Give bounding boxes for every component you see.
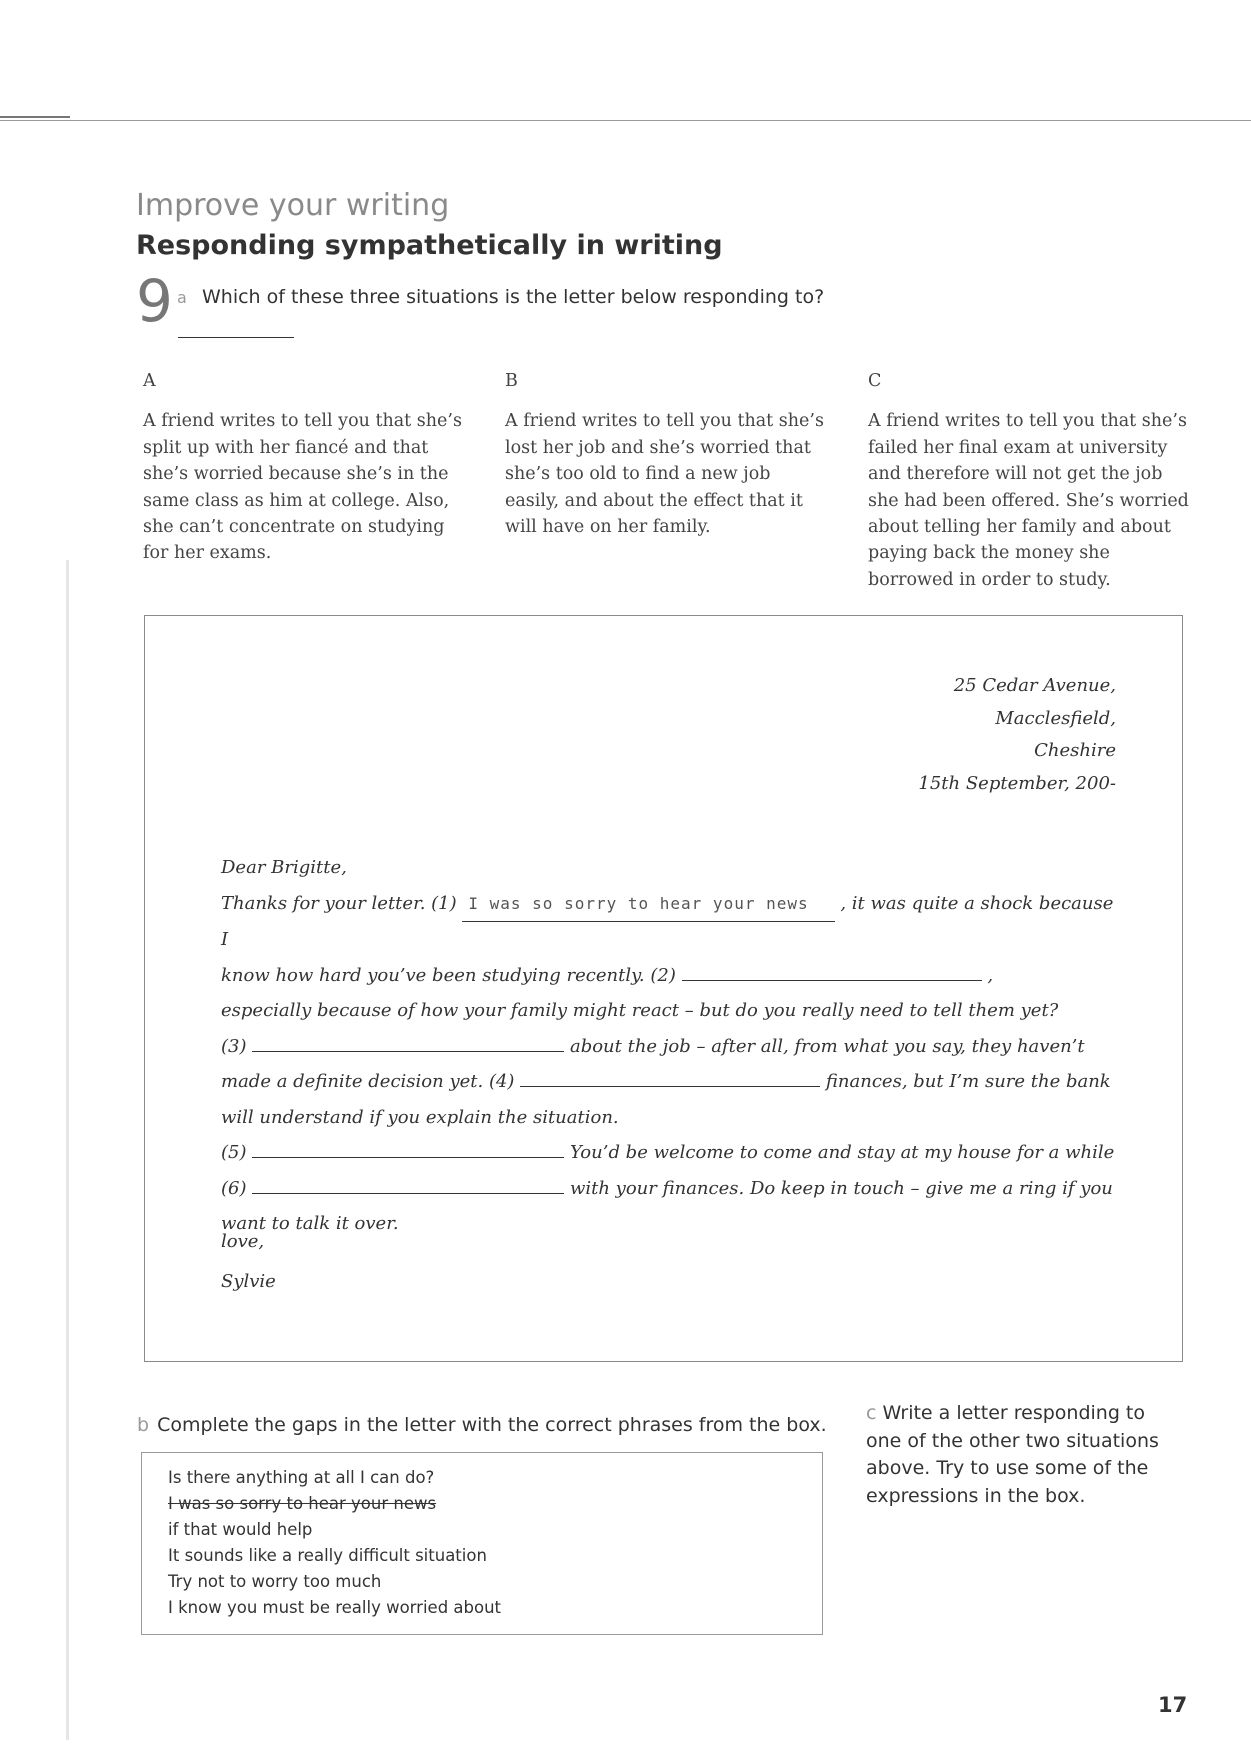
situation-b xyxy=(505,368,835,540)
situation-line: split up with her fiancé and that xyxy=(143,437,429,458)
letter-line: will understand if you explain the situation. xyxy=(221,1106,619,1128)
page-number: 17 xyxy=(1158,1693,1188,1717)
letter-greeting: Dear Brigitte, xyxy=(221,857,347,878)
phrase-box xyxy=(141,1452,823,1635)
letter-text: You’d be welcome to come and stay at my house for a while xyxy=(569,1142,1115,1163)
situation-label: C xyxy=(868,371,882,391)
situation-a xyxy=(143,368,473,567)
phrase-item[interactable]: if that would help xyxy=(168,1520,313,1539)
letter-line: especially because of how your family might react – but do you really need to tell them yet? xyxy=(221,1000,1059,1021)
letter-text: about the job – after all, from what you say, they haven’t xyxy=(569,1035,1085,1057)
letter-line xyxy=(221,1171,1121,1207)
phrase-item[interactable]: Is there anything at all I can do? xyxy=(168,1468,435,1487)
phrase-item[interactable]: Try not to worry too much xyxy=(168,1572,382,1591)
part-c-letter: c xyxy=(866,1402,877,1424)
part-c-line: expressions in the box. xyxy=(866,1484,1086,1507)
phrase-item-used[interactable]: I was so sorry to hear your news xyxy=(168,1494,437,1513)
section-subtitle: Responding sympathetically in writing xyxy=(136,230,723,261)
page-edge-shadow xyxy=(66,560,69,1740)
letter-text: (6) xyxy=(221,1177,247,1199)
letter-date: 15th September, 200- xyxy=(918,772,1116,794)
gap-6-blank[interactable] xyxy=(252,1173,564,1194)
gap-1-answer[interactable]: I was so sorry to hear your news xyxy=(462,886,834,923)
situation-line: she had been offered. She’s worried xyxy=(868,490,1189,511)
situation-c xyxy=(868,368,1198,593)
situation-line: same class as him at college. Also, xyxy=(143,490,450,511)
part-c-line: one of the other two situations xyxy=(866,1429,1159,1452)
situation-line: about telling her family and about xyxy=(868,517,1171,538)
letter-signoff: love, xyxy=(221,1231,265,1252)
letter-line xyxy=(221,886,1121,958)
part-b-text: Complete the gaps in the letter with the correct phrases from the box. xyxy=(157,1414,827,1436)
phrase-item[interactable]: I know you must be really worried about xyxy=(168,1598,502,1617)
situation-line: borrowed in order to study. xyxy=(868,569,1111,590)
part-c-line: Write a letter responding to xyxy=(882,1402,1146,1424)
part-a-letter: a xyxy=(177,288,187,307)
letter-line xyxy=(221,1064,1121,1100)
situation-line: she’s too old to find a new job xyxy=(505,464,771,485)
situation-line: A friend writes to tell you that she’s xyxy=(868,411,1187,432)
letter-address xyxy=(918,670,1116,800)
top-rule-mark xyxy=(0,116,70,118)
gap-5-blank[interactable] xyxy=(252,1137,564,1158)
exercise-number: 9 xyxy=(136,267,173,335)
letter-line xyxy=(221,958,1121,994)
letter-text: with your finances. Do keep in touch – give me a ring if you xyxy=(569,1177,1113,1199)
situation-label: B xyxy=(505,371,518,391)
part-b-instruction xyxy=(137,1414,827,1436)
letter-text: , xyxy=(987,964,994,986)
section-title: Improve your writing xyxy=(136,188,450,223)
letter-box xyxy=(144,615,1183,1362)
situation-line: and therefore will not get the job xyxy=(868,464,1163,485)
part-b-letter: b xyxy=(137,1414,150,1436)
letter-line xyxy=(221,1135,1121,1171)
letter-text: finances, but I’m sure the bank xyxy=(825,1071,1111,1092)
gap-3-blank[interactable] xyxy=(252,1031,564,1052)
situation-line: A friend writes to tell you that she’s xyxy=(505,411,824,432)
situation-line: she’s worried because she’s in the xyxy=(143,464,449,485)
address-line: Cheshire xyxy=(1034,740,1116,761)
situation-line: will have on her family. xyxy=(505,517,711,538)
part-a-question: Which of these three situations is the letter below responding to? xyxy=(202,286,825,308)
situation-line: easily, and about the effect that it xyxy=(505,490,803,511)
situation-line: paying back the money she xyxy=(868,543,1110,564)
gap-2-blank[interactable] xyxy=(682,960,982,981)
letter-body xyxy=(221,850,1121,1242)
letter-signature: Sylvie xyxy=(221,1271,276,1292)
letter-text: , it was quite a shock because I xyxy=(221,892,1114,950)
letter-text: made a definite decision yet. (4) xyxy=(221,1071,515,1092)
address-line: 25 Cedar Avenue, xyxy=(953,675,1116,696)
answer-blank[interactable] xyxy=(178,337,294,338)
situation-line: she can’t concentrate on studying xyxy=(143,517,445,538)
situation-line: failed her final exam at university xyxy=(868,437,1168,458)
part-c-task xyxy=(866,1400,1186,1510)
gap-4-blank[interactable] xyxy=(520,1066,820,1087)
letter-text: (3) xyxy=(221,1035,247,1057)
situation-line: lost her job and she’s worried that xyxy=(505,437,811,458)
situation-line: for her exams. xyxy=(143,543,272,564)
address-line: Macclesfield, xyxy=(995,707,1116,729)
situation-label: A xyxy=(143,371,156,391)
phrase-item[interactable]: It sounds like a really difficult situation xyxy=(168,1546,487,1565)
top-rule xyxy=(0,120,1251,121)
letter-text: (5) xyxy=(221,1142,247,1163)
part-c-line: above. Try to use some of the xyxy=(866,1457,1149,1479)
letter-line: want to talk it over. xyxy=(221,1213,399,1234)
letter-closing xyxy=(221,1222,276,1302)
letter-text: Thanks for your letter. (1) xyxy=(221,892,457,914)
letter-text: know how hard you’ve been studying recently. (2) xyxy=(221,964,676,986)
letter-line xyxy=(221,1029,1121,1065)
situation-line: A friend writes to tell you that she’s xyxy=(143,411,462,432)
